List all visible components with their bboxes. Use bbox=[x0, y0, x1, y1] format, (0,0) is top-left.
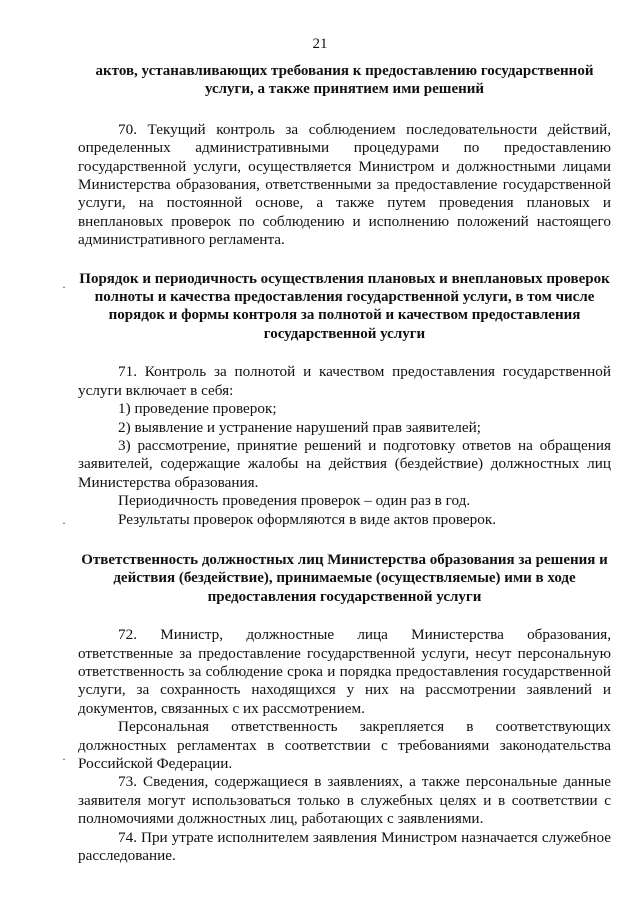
paragraph-73: 73. Сведения, содержащиеся в заявлениях, а также персональные данные заявителя могут использоваться только в служебных целях и в соответствии с полномочиями должностных лиц, работающих с заявлениями. bbox=[78, 773, 611, 828]
page-number: 21 bbox=[312, 36, 328, 52]
section-heading-top: актов, устанавливающих требования к предоставлению государственной услуги, а также принятием ими решений bbox=[95, 63, 594, 98]
list-item: 3) рассмотрение, принятие решений и подготовку ответов на обращения заявителей, содержащие жалобы на действия (бездействие) должностных лиц Министерства образования. bbox=[78, 436, 611, 491]
paragraph-72: 72. Министр, должностные лица Министерства образования, ответственные за предоставление государственной услуги, несут персональную ответственность за соблюдение срока и порядка предоставления государственной услуги, за сохранность находящихся у них на рассмотрении заявлений и документов, связанных с их рассмотрением. bbox=[78, 626, 611, 717]
section-heading-inspections: Порядок и периодичность осуществления плановых и внеплановых проверок полноты и качества предоставления государственной услуги, в том числе порядок и формы контроля за полнотой и качеством предоставления государственной услуги bbox=[79, 270, 610, 342]
paragraph-74: 74. При утрате исполнителем заявления Министром назначается служебное расследование. bbox=[78, 828, 611, 865]
paragraph-72-personal: Персональная ответственность закрепляется в соответствующих должностных регламентах в соответствии с требованиями законодательства Российской Федерации. bbox=[78, 718, 611, 772]
list-item: 2) выявление и устранение нарушений прав заявителей; bbox=[118, 418, 481, 436]
paragraph-71-period: Периодичность проведения проверок – один раз в год. bbox=[118, 492, 471, 510]
paragraph-71-results: Результаты проверок оформляются в виде актов проверок. bbox=[118, 510, 497, 528]
paragraph-71: 71. Контроль за полнотой и качеством предоставления государственной услуги включает в себя: bbox=[78, 363, 611, 399]
margin-mark: · bbox=[62, 752, 66, 766]
section-heading-responsibility: Ответственность должностных лиц Министерства образования за решения и действия (бездействие), принимаемые (осуществляемые) ими в ходе предоставления государственной услуги bbox=[81, 551, 608, 605]
list-item: 1) проведение проверок; bbox=[118, 400, 277, 418]
paragraph-70: 70. Текущий контроль за соблюдением последовательности действий, определенных административными процедурами по предоставлению государственной услуги, осуществляется Министром и должностными лицами Министерства образования, ответственными за предоставление государственной услуги, на постоянной основе, а также путем проведения плановых и внеплановых проверок по соблюдению и исполнению положений настоящего административного регламента. bbox=[78, 120, 611, 249]
margin-mark: · bbox=[62, 516, 66, 530]
margin-mark: · bbox=[62, 280, 66, 294]
document-body bbox=[78, 62, 611, 865]
